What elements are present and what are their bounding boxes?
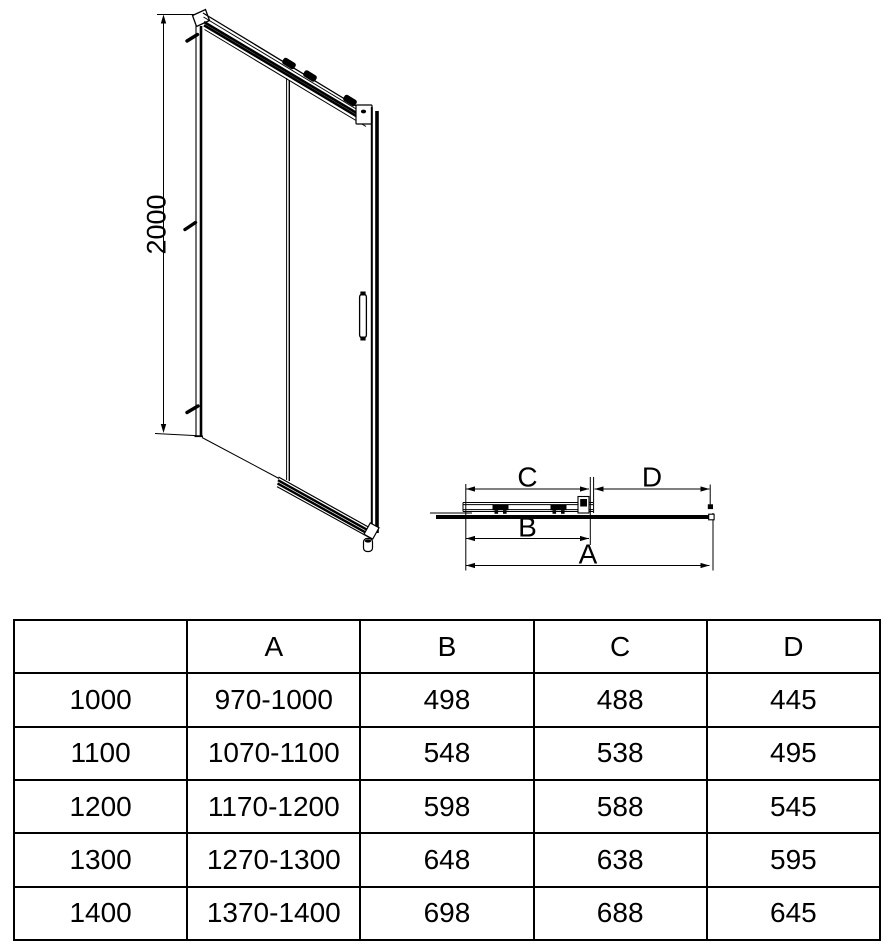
- door-frame-right: [372, 107, 377, 533]
- col-header-d: D: [707, 620, 880, 673]
- bottom-rail: [277, 477, 379, 552]
- arrow-up-icon: [161, 15, 166, 24]
- table-cell-size: 1100: [14, 727, 187, 780]
- table-cell-b: 548: [360, 727, 533, 780]
- table-row: [14, 780, 880, 833]
- table-cell-c: 638: [534, 833, 707, 886]
- dimension-d: [595, 462, 710, 493]
- col-header-c: C: [534, 620, 707, 673]
- table-cell-size: 1000: [14, 673, 187, 726]
- table-cell-d: 495: [707, 727, 880, 780]
- arrow-down-icon: [161, 424, 166, 433]
- wall-profile: [185, 10, 210, 437]
- table-cell-a: 1270-1300: [187, 833, 360, 886]
- glass-panel-divider: [287, 78, 290, 481]
- table-row: [14, 833, 880, 886]
- table-cell-size: 1300: [14, 833, 187, 886]
- table-cell-c: 588: [534, 780, 707, 833]
- table-row: [14, 887, 880, 940]
- table-cell-a: 1070-1100: [187, 727, 360, 780]
- front-view: [142, 10, 380, 552]
- table-cell-a: 970-1000: [187, 673, 360, 726]
- table-cell-a: 1170-1200: [187, 780, 360, 833]
- table-cell-c: 688: [534, 887, 707, 940]
- dim-d-label: D: [641, 461, 663, 493]
- table-cell-d: 545: [707, 780, 880, 833]
- table-cell-a: 1370-1400: [187, 887, 360, 940]
- table-cell-b: 698: [360, 887, 533, 940]
- size-table: [13, 619, 881, 941]
- table-cell-d: 445: [707, 673, 880, 726]
- col-header-size: [14, 620, 187, 673]
- table-row: [14, 673, 880, 726]
- table-header-row: [14, 620, 880, 673]
- table-cell-size: 1200: [14, 780, 187, 833]
- wall-bracket: [185, 223, 196, 230]
- dimension-a: [466, 539, 710, 570]
- table-row: [14, 727, 880, 780]
- col-header-b: B: [360, 620, 533, 673]
- dim-a-label: A: [578, 538, 598, 570]
- dimension-c: [466, 462, 589, 493]
- table-cell-b: 498: [360, 673, 533, 726]
- height-dimension-label: 2000: [141, 194, 172, 255]
- door-handle: [360, 292, 367, 341]
- fixed-panel-bottom-edge: [202, 438, 279, 479]
- table-cell-c: 538: [534, 727, 707, 780]
- dim-b-label: B: [518, 511, 537, 543]
- table-cell-b: 648: [360, 833, 533, 886]
- rail-end-block: [356, 105, 372, 124]
- table-cell-size: 1400: [14, 887, 187, 940]
- panel-end-cap: [709, 514, 714, 520]
- table-cell-b: 598: [360, 780, 533, 833]
- table-cell-d: 595: [707, 833, 880, 886]
- table-cell-c: 488: [534, 673, 707, 726]
- top-rail: [203, 13, 372, 127]
- col-header-a: A: [187, 620, 360, 673]
- dim-c-label: C: [517, 461, 538, 493]
- wall-fixing-block: [708, 504, 713, 509]
- plan-view: [430, 462, 714, 571]
- table-cell-d: 645: [707, 887, 880, 940]
- glass-panel-section: [430, 504, 714, 520]
